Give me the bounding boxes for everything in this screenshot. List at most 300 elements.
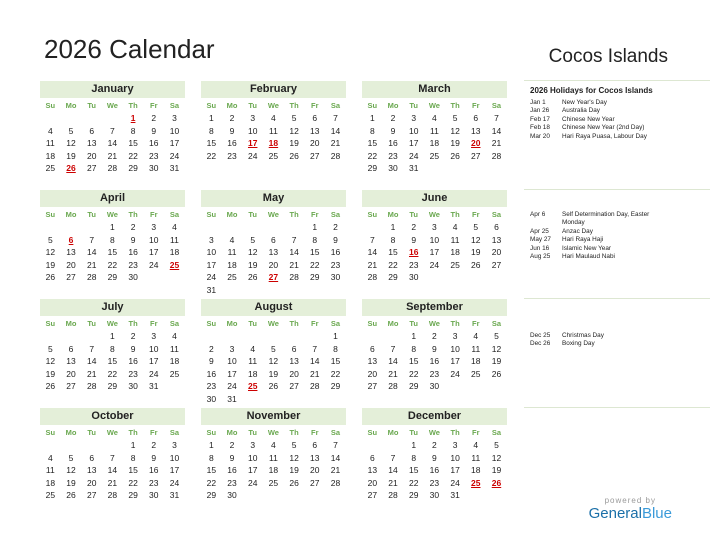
holiday-day-cell: 25: [247, 381, 258, 392]
weekday-label: Su: [367, 428, 378, 437]
day-cell: 12: [268, 356, 279, 367]
weekday-label: Tu: [248, 428, 258, 437]
day-cell: 24: [247, 150, 258, 161]
holiday-row: [530, 236, 680, 244]
day-cell: 4: [172, 222, 177, 232]
day-cell: 11: [45, 465, 55, 476]
day-cell: 5: [494, 331, 499, 341]
day-cell: 19: [268, 368, 279, 379]
holiday-date: Dec 26: [530, 340, 551, 348]
day-cell: 10: [169, 125, 180, 136]
day-cell: 6: [68, 343, 74, 354]
day-cell: 5: [473, 222, 479, 232]
day-cell: 14: [86, 356, 97, 367]
day-cell: 28: [107, 490, 118, 501]
month-header: May: [201, 190, 346, 207]
day-cell: 26: [66, 490, 76, 501]
empty-cell: [222, 330, 243, 343]
month-header: January: [40, 81, 185, 98]
weekday-label: Tu: [87, 210, 97, 219]
day-cell: 11: [227, 247, 237, 258]
day-cell: 14: [367, 247, 378, 258]
weekday-label: Tu: [409, 101, 419, 110]
weekday-label: Mo: [387, 428, 399, 437]
empty-cell: [263, 330, 284, 343]
day-cell: 23: [429, 477, 440, 488]
day-cell: 8: [208, 452, 214, 463]
day-cell: 10: [408, 125, 419, 136]
holiday-row: [530, 99, 680, 107]
day-cell: 25: [429, 150, 440, 161]
weekday-label: We: [428, 428, 440, 437]
day-cell: 1: [312, 222, 318, 232]
day-cell: 15: [107, 356, 118, 367]
day-cell: 14: [310, 356, 320, 367]
month-header: April: [40, 190, 185, 207]
day-cell: 4: [473, 440, 479, 450]
day-cell: 10: [149, 343, 159, 354]
day-cell: 17: [149, 356, 159, 367]
day-cell: 26: [45, 381, 56, 392]
day-cell: 23: [227, 150, 237, 161]
weekday-label: Fr: [150, 319, 158, 328]
month-july: [40, 299, 185, 393]
day-cell: 24: [149, 368, 159, 379]
day-cell: 18: [45, 477, 56, 488]
day-cell: 23: [429, 368, 440, 379]
day-cell: 7: [494, 113, 499, 123]
weekday-label: Su: [206, 210, 217, 219]
weekday-label: Su: [45, 210, 56, 219]
day-cell: 16: [330, 247, 341, 258]
day-cell: 20: [310, 138, 320, 149]
weekday-label: We: [267, 101, 279, 110]
weekday-label: Th: [289, 319, 299, 328]
day-cell: 13: [491, 234, 502, 245]
day-cell: 14: [330, 452, 341, 463]
day-cell: 30: [429, 490, 440, 501]
day-cell: 2: [432, 331, 437, 341]
day-cell: 20: [86, 477, 97, 488]
weekday-label: Sa: [330, 428, 341, 437]
day-cell: 29: [388, 272, 398, 283]
day-cell: 1: [333, 331, 338, 341]
day-cell: 17: [169, 465, 180, 476]
month-header: February: [201, 81, 346, 98]
day-cell: 6: [369, 343, 375, 354]
month-august: [201, 299, 346, 406]
day-cell: 5: [47, 234, 53, 245]
day-cell: 20: [310, 465, 320, 476]
day-cell: 1: [390, 222, 396, 232]
holiday-day-cell: 25: [471, 477, 481, 488]
day-cell: 2: [130, 222, 136, 232]
holiday-day-cell: 1: [130, 113, 136, 123]
day-cell: 19: [450, 138, 460, 149]
country-name: Cocos Islands: [548, 46, 668, 67]
weekday-label: Sa: [169, 319, 180, 328]
weekday-label: Th: [289, 101, 299, 110]
day-cell: 24: [169, 150, 180, 161]
empty-cell: [362, 330, 383, 343]
day-cell: 26: [247, 272, 258, 283]
holiday-date: Aug 25: [530, 253, 551, 261]
day-cell: 17: [149, 247, 159, 258]
day-cell: 10: [169, 452, 180, 463]
day-cell: 24: [429, 259, 440, 270]
day-cell: 28: [107, 163, 118, 174]
day-cell: 28: [491, 150, 502, 161]
month-november: [201, 408, 346, 502]
month-june: [362, 190, 507, 284]
day-cell: 6: [312, 113, 318, 123]
day-cell: 20: [367, 368, 378, 379]
weekday-label: Fr: [311, 101, 319, 110]
day-cell: 12: [66, 138, 76, 149]
day-cell: 7: [291, 234, 297, 245]
day-cell: 19: [45, 368, 56, 379]
weekday-label: Tu: [409, 210, 419, 219]
day-cell: 23: [128, 368, 138, 379]
day-cell: 21: [310, 368, 320, 379]
day-cell: 10: [149, 234, 159, 245]
day-cell: 2: [229, 113, 235, 123]
day-cell: 19: [247, 259, 258, 270]
month-header: December: [362, 408, 507, 425]
day-cell: 6: [89, 125, 95, 136]
day-cell: 27: [491, 259, 502, 270]
day-cell: 2: [151, 113, 157, 123]
day-cell: 15: [128, 465, 138, 476]
weekday-label: Mo: [65, 428, 77, 437]
day-cell: 15: [128, 138, 138, 149]
day-cell: 12: [66, 465, 76, 476]
weekday-label: Su: [367, 319, 378, 328]
weekday-label: Mo: [226, 319, 238, 328]
day-cell: 3: [411, 113, 417, 123]
day-cell: 28: [310, 381, 320, 392]
day-cell: 27: [66, 381, 76, 392]
day-cell: 8: [333, 343, 338, 354]
day-cell: 29: [128, 490, 138, 501]
day-cell: 2: [130, 331, 136, 341]
day-cell: 9: [151, 125, 157, 136]
weekday-label: Th: [289, 210, 299, 219]
weekday-label: Mo: [387, 319, 399, 328]
day-cell: 15: [408, 465, 419, 476]
holiday-day-cell: 6: [68, 234, 74, 245]
day-cell: 31: [169, 490, 180, 501]
day-cell: 13: [268, 247, 279, 258]
day-cell: 2: [333, 222, 338, 232]
holiday-row: [530, 116, 680, 124]
empty-cell: [40, 330, 61, 343]
day-cell: 4: [271, 113, 276, 123]
empty-cell: [383, 439, 404, 452]
day-cell: 15: [206, 138, 217, 149]
day-cell: 6: [473, 113, 479, 123]
day-cell: 15: [330, 356, 341, 367]
day-cell: 19: [66, 150, 76, 161]
holiday-name: Hari Maulaud Nabi: [562, 253, 615, 261]
day-cell: 4: [47, 452, 53, 463]
month-january: [40, 81, 185, 175]
day-cell: 16: [388, 138, 398, 149]
day-cell: 21: [107, 477, 118, 488]
holiday-list-q1: [530, 86, 680, 141]
divider: [524, 189, 710, 190]
day-cell: 22: [310, 259, 320, 270]
day-cell: 19: [289, 138, 299, 149]
weekday-label: Mo: [387, 101, 399, 110]
day-cell: 9: [229, 125, 235, 136]
day-cell: 16: [227, 465, 237, 476]
month-header: July: [40, 299, 185, 316]
holiday-name: Anzac Day: [562, 227, 593, 235]
weekday-label: Sa: [330, 101, 341, 110]
holiday-name: Chinese New Year: [562, 115, 615, 123]
day-cell: 1: [208, 440, 214, 450]
weekday-label: We: [267, 210, 279, 219]
day-cell: 26: [45, 272, 56, 283]
day-cell: 22: [408, 368, 419, 379]
day-cell: 28: [289, 272, 299, 283]
day-cell: 12: [289, 452, 299, 463]
weekday-label: Tu: [87, 101, 97, 110]
holiday-date: Apr 6: [530, 211, 546, 218]
holiday-date: Jan 1: [530, 99, 546, 106]
day-cell: 30: [149, 490, 159, 501]
day-cell: 30: [330, 272, 341, 283]
day-cell: 2: [208, 343, 214, 354]
day-cell: 10: [429, 234, 440, 245]
day-cell: 20: [86, 150, 97, 161]
day-cell: 25: [45, 490, 56, 501]
day-cell: 3: [250, 440, 256, 450]
day-cell: 15: [367, 138, 378, 149]
holiday-date: Feb 18: [530, 124, 550, 132]
day-cell: 23: [388, 150, 398, 161]
day-cell: 29: [107, 272, 118, 283]
day-cell: 12: [491, 452, 502, 463]
day-cell: 13: [310, 125, 320, 136]
holiday-date: Feb 17: [530, 115, 550, 123]
day-cell: 28: [367, 272, 378, 283]
day-cell: 9: [130, 234, 136, 245]
holiday-row: [530, 219, 680, 227]
day-cell: 21: [491, 138, 502, 149]
day-cell: 31: [227, 393, 237, 404]
holiday-name: Boxing Day: [562, 340, 595, 348]
holiday-name: New Year's Day: [562, 99, 607, 106]
day-cell: 6: [271, 234, 276, 245]
empty-cell: [61, 330, 82, 343]
weekday-label: We: [267, 319, 279, 328]
day-cell: 1: [130, 440, 136, 450]
weekday-label: Tu: [87, 319, 97, 328]
day-cell: 26: [450, 150, 460, 161]
day-cell: 3: [229, 343, 235, 354]
weekday-label: We: [428, 319, 440, 328]
day-cell: 16: [206, 368, 217, 379]
day-cell: 4: [172, 331, 177, 341]
day-cell: 18: [471, 356, 481, 367]
holiday-list-q3: [530, 332, 680, 349]
day-cell: 13: [86, 138, 97, 149]
month-may: [201, 190, 346, 297]
day-cell: 22: [206, 150, 217, 161]
day-cell: 14: [86, 247, 97, 258]
day-cell: 16: [429, 465, 440, 476]
day-cell: 17: [408, 138, 419, 149]
day-cell: 8: [130, 452, 136, 463]
weekday-label: Tu: [409, 319, 419, 328]
weekday-label: Fr: [311, 319, 319, 328]
weekday-label: Th: [450, 319, 460, 328]
weekday-label: Su: [45, 319, 56, 328]
day-cell: 17: [247, 465, 258, 476]
day-cell: 10: [247, 452, 258, 463]
day-cell: 17: [450, 465, 460, 476]
day-cell: 18: [247, 368, 258, 379]
empty-cell: [40, 439, 61, 452]
weekday-label: Su: [206, 101, 217, 110]
day-cell: 18: [169, 247, 180, 258]
weekday-label: Fr: [472, 428, 480, 437]
day-cell: 24: [227, 381, 237, 392]
day-cell: 5: [494, 440, 499, 450]
day-cell: 17: [227, 368, 237, 379]
holiday-date: Jan 26: [530, 107, 550, 115]
day-cell: 25: [268, 477, 279, 488]
weekday-label: Th: [450, 101, 460, 110]
holiday-day-cell: 26: [491, 477, 502, 488]
holiday-list-q2: [530, 211, 680, 261]
day-cell: 20: [491, 247, 502, 258]
day-cell: 20: [289, 368, 299, 379]
day-cell: 30: [388, 163, 398, 174]
day-cell: 8: [390, 234, 396, 245]
day-cell: 28: [86, 381, 97, 392]
day-cell: 13: [289, 356, 299, 367]
day-cell: 25: [471, 368, 481, 379]
day-cell: 3: [172, 113, 177, 123]
day-cell: 1: [208, 113, 214, 123]
day-cell: 25: [45, 163, 56, 174]
day-cell: 9: [130, 343, 136, 354]
day-cell: 23: [128, 259, 138, 270]
weekday-label: Mo: [387, 210, 399, 219]
day-cell: 4: [229, 234, 235, 245]
day-cell: 12: [45, 247, 56, 258]
holiday-name: Islamic New Year: [562, 244, 612, 252]
weekday-label: Th: [450, 428, 460, 437]
day-cell: 23: [149, 477, 159, 488]
weekday-label: Th: [128, 101, 138, 110]
day-cell: 18: [268, 465, 279, 476]
divider: [524, 407, 710, 408]
day-cell: 30: [128, 381, 138, 392]
month-september: [362, 299, 507, 393]
holiday-name: Christmas Day: [562, 332, 604, 339]
day-cell: 6: [369, 452, 375, 463]
day-cell: 23: [227, 477, 237, 488]
day-cell: 7: [333, 440, 338, 450]
day-cell: 25: [227, 272, 237, 283]
day-cell: 24: [450, 477, 460, 488]
day-cell: 13: [66, 247, 76, 258]
weekday-label: We: [267, 428, 279, 437]
powered-by-label: powered by: [604, 496, 656, 505]
empty-cell: [81, 112, 102, 125]
empty-cell: [242, 330, 263, 343]
day-cell: 3: [250, 113, 256, 123]
weekday-label: Sa: [491, 210, 502, 219]
day-cell: 5: [47, 343, 53, 354]
month-header: November: [201, 408, 346, 425]
day-cell: 13: [66, 356, 76, 367]
month-february: [201, 81, 346, 162]
day-cell: 13: [310, 452, 320, 463]
day-cell: 7: [89, 234, 95, 245]
month-header: June: [362, 190, 507, 207]
day-cell: 18: [450, 247, 460, 258]
weekday-label: We: [106, 210, 118, 219]
day-cell: 19: [289, 465, 299, 476]
holiday-date: [530, 219, 562, 227]
month-header: March: [362, 81, 507, 98]
month-header: August: [201, 299, 346, 316]
weekday-label: Su: [45, 101, 56, 110]
day-cell: 10: [206, 247, 217, 258]
day-cell: 21: [86, 259, 97, 270]
day-cell: 4: [250, 343, 256, 354]
day-cell: 26: [289, 150, 299, 161]
day-cell: 12: [289, 125, 299, 136]
day-cell: 3: [208, 234, 214, 245]
day-cell: 7: [333, 113, 338, 123]
day-cell: 5: [452, 113, 458, 123]
day-cell: 22: [408, 477, 419, 488]
day-cell: 2: [432, 440, 437, 450]
weekday-label: Fr: [472, 210, 480, 219]
day-cell: 27: [66, 272, 76, 283]
day-cell: 21: [388, 368, 398, 379]
day-cell: 7: [110, 125, 115, 136]
day-cell: 1: [369, 113, 375, 123]
day-cell: 12: [247, 247, 258, 258]
weekday-label: Fr: [472, 101, 480, 110]
holiday-row: [530, 133, 680, 141]
day-cell: 29: [367, 163, 378, 174]
day-cell: 11: [450, 234, 460, 245]
day-cell: 10: [247, 125, 258, 136]
day-cell: 11: [268, 452, 278, 463]
day-cell: 5: [68, 452, 74, 463]
weekday-label: Su: [45, 428, 56, 437]
day-cell: 26: [268, 381, 279, 392]
day-cell: 11: [471, 343, 481, 354]
weekday-label: We: [106, 319, 118, 328]
holiday-name: Self Determination Day, Easter: [562, 211, 650, 218]
day-cell: 20: [66, 368, 76, 379]
day-cell: 11: [429, 125, 439, 136]
day-cell: 29: [408, 381, 419, 392]
holiday-date: May 27: [530, 236, 551, 244]
empty-cell: [304, 330, 325, 343]
day-cell: 18: [471, 465, 481, 476]
holiday-date: Jun 16: [530, 244, 550, 252]
